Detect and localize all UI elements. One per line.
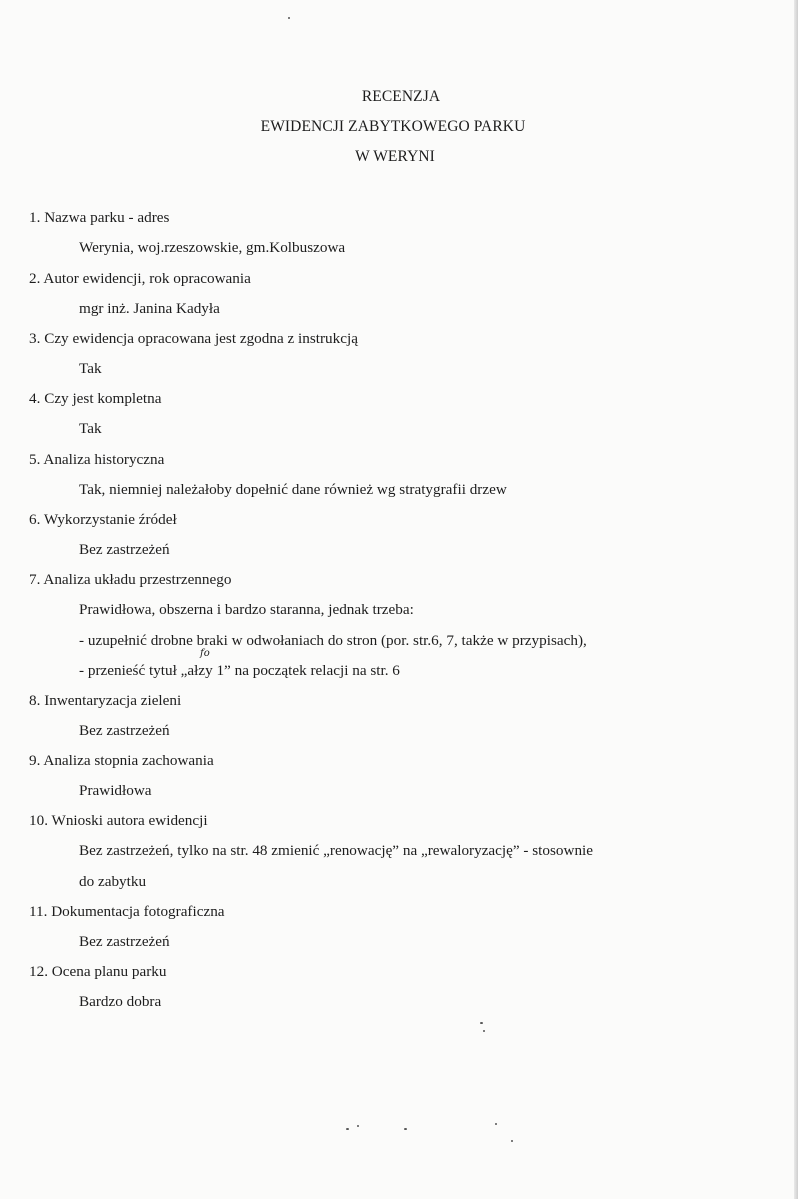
question-6: 6. Wykorzystanie źródeł bbox=[29, 511, 177, 528]
answer-3: Tak bbox=[79, 360, 102, 377]
answer-5: Tak, niemniej należałoby dopełnić dane również wg stratygrafii drzew bbox=[79, 481, 507, 498]
question-11: 11. Dokumentacja fotograficzna bbox=[29, 903, 225, 920]
question-2: 2. Autor ewidencji, rok opracowania bbox=[29, 270, 251, 287]
answer-2: mgr inż. Janina Kadyła bbox=[79, 300, 220, 317]
question-4: 4. Czy jest kompletna bbox=[29, 390, 162, 407]
answer-1: Werynia, woj.rzeszowskie, gm.Kolbuszowa bbox=[79, 239, 346, 256]
answer-7-line-3: - przenieść tytuł „ałzy 1” na początek relacji na str. 6 bbox=[79, 662, 400, 679]
scan-speck bbox=[404, 1128, 407, 1130]
answer-7-line-2: - uzupełnić drobne braki w odwołaniach do stron (por. str.6, 7, także w przypisach), bbox=[79, 632, 587, 649]
question-1: 1. Nazwa parku - adres bbox=[29, 209, 170, 226]
title-line-3: W WERYNI bbox=[355, 148, 435, 165]
answer-12: Bardzo dobra bbox=[79, 993, 162, 1010]
answer-4: Tak bbox=[79, 420, 102, 437]
answer-11: Bez zastrzeżeń bbox=[79, 933, 170, 950]
question-8: 8. Inwentaryzacja zieleni bbox=[29, 692, 182, 709]
scan-speck bbox=[483, 1030, 485, 1032]
question-9: 9. Analiza stopnia zachowania bbox=[29, 752, 214, 769]
scan-speck bbox=[357, 1125, 359, 1127]
scan-speck bbox=[346, 1128, 349, 1130]
title-line-1: RECENZJA bbox=[361, 88, 441, 105]
answer-10-line-1: Bez zastrzeżeń, tylko na str. 48 zmienić „renowację” na „rewaloryzację” - stosownie bbox=[79, 842, 594, 859]
scan-speck bbox=[288, 17, 290, 19]
scan-speck bbox=[480, 1022, 483, 1024]
question-10: 10. Wnioski autora ewidencji bbox=[29, 812, 208, 829]
page-edge-shadow bbox=[794, 0, 798, 1199]
answer-10-line-2: do zabytku bbox=[79, 873, 147, 890]
answer-7-line-1: Prawidłowa, obszerna i bardzo staranna, jednak trzeba: bbox=[79, 601, 414, 618]
question-12: 12. Ocena planu parku bbox=[29, 963, 167, 980]
question-7: 7. Analiza układu przestrzennego bbox=[29, 571, 232, 588]
question-5: 5. Analiza historyczna bbox=[29, 451, 165, 468]
title-line-2: EWIDENCJI ZABYTKOWEGO PARKU bbox=[260, 118, 526, 135]
answer-9: Prawidłowa bbox=[79, 782, 152, 799]
handwritten-correction: fo bbox=[200, 648, 210, 659]
scan-speck bbox=[511, 1140, 513, 1142]
answer-8: Bez zastrzeżeń bbox=[79, 722, 170, 739]
answer-6: Bez zastrzeżeń bbox=[79, 541, 170, 558]
question-3: 3. Czy ewidencja opracowana jest zgodna z instrukcją bbox=[29, 330, 358, 347]
scan-speck bbox=[495, 1123, 497, 1125]
